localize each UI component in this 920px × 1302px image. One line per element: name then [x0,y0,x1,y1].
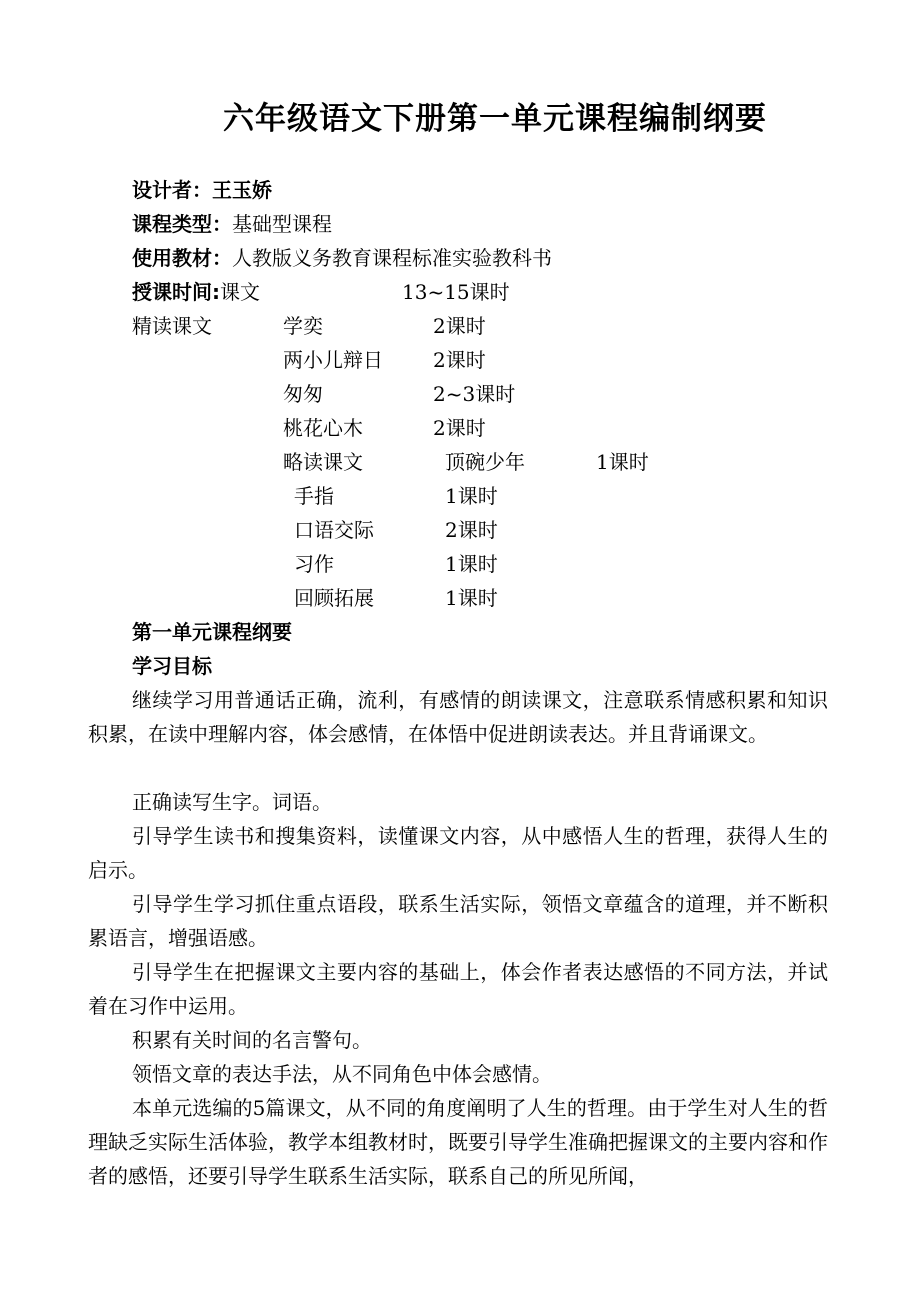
lesson-name: 口语交际 [294,518,374,542]
section-heading: 第一单元课程纲要 [132,620,292,644]
skim-label: 略读课文 [283,450,363,474]
lesson-hours: 1课时 [596,450,649,474]
paragraph: 引导学生学习抓住重点语段，联系生活实际，领悟文章蕴含的道理，并不断积累语言，增强语感。 [88,892,828,950]
lesson-hours: 1课时 [445,484,498,508]
lesson-name: 学奕 [283,314,323,338]
lesson-name: 桃花心木 [283,416,363,440]
designer-line [132,173,272,207]
subheading: 学习目标 [132,654,212,678]
lesson-hours: 2~3课时 [433,382,516,406]
lesson-hours: 2课时 [433,314,486,338]
paragraph: 领悟文章的表达手法，从不同角色中体会感情。 [132,1062,552,1086]
time-label: 授课时间: [132,280,220,304]
paragraph: 正确读写生字。词语。 [132,790,332,814]
intensive-label: 精读课文 [132,314,212,338]
time-line [132,275,260,309]
lesson-name: 两小儿辩日 [283,348,383,372]
course-type-label: 课程类型： [132,212,232,236]
designer-name: 王玉娇 [212,178,272,202]
lesson-name: 习作 [294,552,334,576]
paragraph: 引导学生读书和搜集资料，读懂课文内容，从中感悟人生的哲理，获得人生的启示。 [88,824,828,882]
lesson-name: 手指 [294,484,334,508]
time-value: 13~15课时 [402,280,510,304]
course-type-line [132,207,332,241]
designer-label: 设计者： [132,178,212,202]
lesson-hours: 2课时 [433,348,486,372]
lesson-name: 回顾拓展 [294,586,374,610]
lesson-hours: 2课时 [433,416,486,440]
paragraph: 本单元选编的5篇课文，从不同的角度阐明了人生的哲理。由于学生对人生的哲理缺乏实际生活体验，教学本组教材时，既要引导学生准确把握课文的主要内容和作者的感悟，还要引导学生联系生活实际，联系自己的所见所闻， [88,1096,828,1188]
paragraph: 继续学习用普通话正确，流利，有感情的朗读课文，注意联系情感积累和知识积累，在读中理解内容，体会感情，在体悟中促进朗读表达。并且背诵课文。 [88,688,828,746]
paragraph: 引导学生在把握课文主要内容的基础上，体会作者表达感悟的不同方法，并试着在习作中运用。 [88,960,828,1018]
page-title: 六年级语文下册第一单元课程编制纲要 [223,101,767,137]
lesson-hours: 1课时 [445,586,498,610]
time-item: 课文 [220,280,260,304]
lesson-hours: 2课时 [445,518,498,542]
paragraph: 积累有关时间的名言警句。 [132,1028,372,1052]
course-type-value: 基础型课程 [232,212,332,236]
textbook-value: 人教版义务教育课程标准实验教科书 [232,246,552,270]
lesson-name: 匆匆 [283,382,323,406]
lesson-hours: 1课时 [445,552,498,576]
textbook-label: 使用教材： [132,246,232,270]
textbook-line [132,241,552,275]
lesson-name: 顶碗少年 [445,450,525,474]
